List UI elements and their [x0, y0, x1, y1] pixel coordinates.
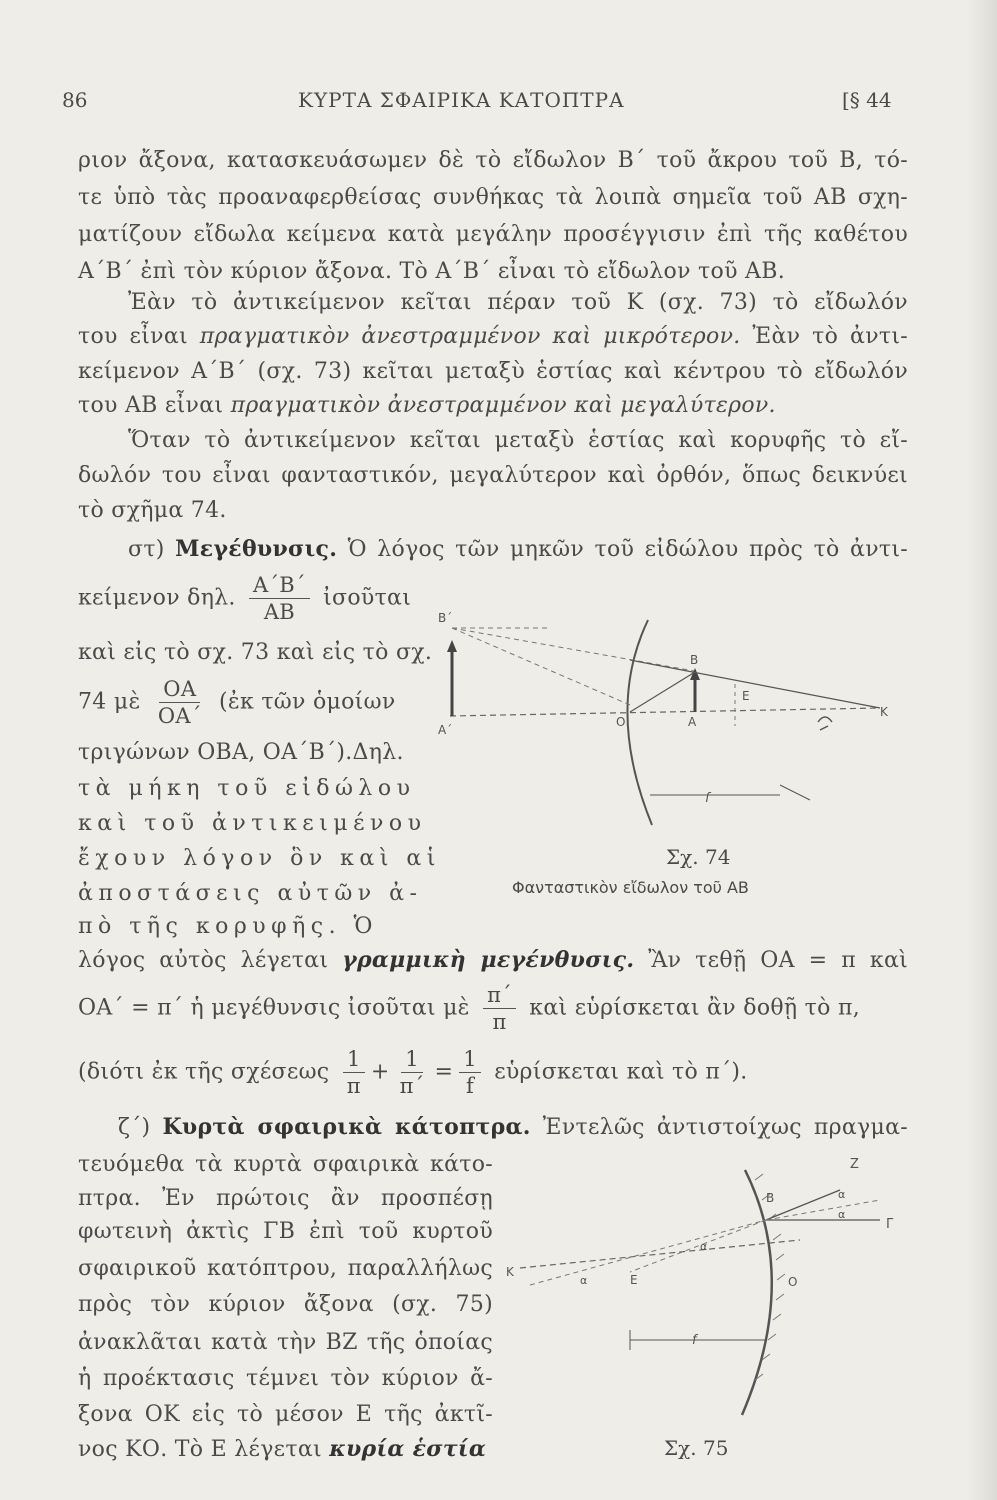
- figure-75-caption-number: Σχ. 75: [664, 1436, 729, 1460]
- label-k: Κ: [880, 705, 888, 719]
- text-line: ἀνακλᾶται κατὰ τὴν ΒΖ τῆς ὁποίας: [78, 1330, 493, 1355]
- text-line: καὶ εἰς τὸ σχ. 73 καὶ εἰς τὸ σχ.: [78, 640, 433, 665]
- label-k: Κ: [506, 1265, 514, 1279]
- text-line: ΟΑ΄ = π΄ ἡ μεγέθυνσις ἰσοῦται μὲ $\frac{\pi΄}{\pi}$ καὶ εὑρίσκεται ἂν δοθῇ τὸ π,: [78, 983, 861, 1034]
- text-line: στ) Μεγέθυνσις. Ὁ λόγος τῶν μηκῶν τοῦ εἰδώλου πρὸς τὸ ἀντι-: [128, 536, 908, 562]
- principal-axis: [450, 708, 880, 716]
- fraction: $\frac{\pi΄}{\pi}$: [483, 982, 516, 1035]
- text-line: τὸ σχῆμα 74.: [78, 498, 227, 523]
- text-line: σφαιρικοῦ κατόπτρου, παραλλήλως: [78, 1256, 493, 1281]
- text-line: τευόμεθα τὰ κυρτὰ σφαιρικὰ κάτο-: [78, 1152, 493, 1177]
- ray-extension: [630, 1220, 766, 1272]
- text-line: κείμενον δηλ. $\frac{A΄B΄}{AB}$ ἰσοῦται: [78, 573, 412, 624]
- label-alpha: α: [838, 1188, 846, 1201]
- section-reference: [§ 44: [842, 88, 892, 112]
- reflected-ray: [766, 1190, 840, 1220]
- fraction: $\frac{A΄B΄}{AB}$: [249, 572, 310, 625]
- construction-ray: [452, 628, 630, 705]
- label-b-prime: Β΄: [438, 611, 453, 625]
- label-alpha: α: [838, 1208, 846, 1221]
- dimension-tick: [780, 785, 810, 800]
- text-line: ματίζουν εἴδωλα κείμενα κατὰ μεγάλην προσέγγισιν ἐπὶ τῆς καθέτου: [78, 222, 908, 247]
- page-number: 86: [62, 88, 88, 112]
- label-a: Α: [688, 715, 697, 729]
- text-line: κείμενον Α΄Β΄ (σχ. 73) κεῖται μεταξὺ ἑστίας καὶ κέντρου τὸ εἴδωλόν: [78, 359, 908, 384]
- fraction: $\frac{OA}{OA΄}$: [157, 677, 202, 728]
- light-ray: [630, 660, 880, 708]
- fraction: $\frac{1}{f}$: [459, 1046, 481, 1099]
- image-arrowhead: [447, 640, 457, 652]
- text-line: Ὅταν τὸ ἀντικείμενον κεῖται μεταξὺ ἑστίας καὶ κορυφῆς τὸ εἴ-: [128, 428, 908, 453]
- text-line: νος ΚΟ. Τὸ Ε λέγεται κυρία ἑστία: [78, 1436, 487, 1462]
- construction-ray: [452, 628, 700, 672]
- text-line: του εἶναι πραγματικὸν ἀνεστραμμένον καὶ μικρότερον. Ἐὰν τὸ ἀντι-: [78, 324, 908, 349]
- fraction: $\frac{1}{\pi΄}$: [399, 1047, 425, 1098]
- text-line: ἔχουν λόγον ὃν καὶ αἱ: [78, 846, 441, 871]
- figure-74-caption: Φανταστικὸν εἴδωλον τοῦ ΑΒ: [512, 878, 749, 897]
- text-line: (διότι ἐκ τῆς σχέσεως $\frac{1}{\pi}$ + $\frac{1}{\pi΄}$ = $\frac{1}{f}$ εὑρίσκεται καὶ τὸ π΄).: [78, 1047, 748, 1098]
- label-f: f: [705, 791, 710, 806]
- label-alpha: α: [580, 1274, 588, 1287]
- figure-74-diagram: [430, 600, 900, 840]
- text-line: Α΄Β΄ ἐπὶ τὸν κύριον ἄξονα. Τὸ Α΄Β΄ εἶναι τὸ εἴδωλον τοῦ ΑΒ.: [78, 259, 785, 284]
- label-b: Β: [690, 653, 699, 667]
- convex-mirror-curve: [627, 620, 652, 825]
- label-e: Ε: [742, 689, 750, 703]
- text-line: δωλόν του εἶναι φανταστικόν, μεγαλύτερον καὶ ὀρθόν, ὅπως δεικνύει: [78, 463, 908, 488]
- text-line: του ΑΒ εἶναι πραγματικὸν ἀνεστραμμένον καὶ μεγαλύτερον.: [78, 393, 776, 418]
- label-o: Ο: [788, 1275, 798, 1289]
- label-o: Ο: [616, 715, 626, 729]
- light-ray: [630, 672, 695, 712]
- fraction: $\frac{1}{\pi}$: [343, 1046, 365, 1099]
- text-line: φωτεινὴ ἀκτὶς ΓΒ ἐπὶ τοῦ κυρτοῦ: [78, 1219, 493, 1244]
- text-line: ἡ προέκτασις τέμνει τὸν κύριον ἄ-: [78, 1366, 493, 1391]
- running-title: ΚΥΡΤΑ ΣΦΑΙΡΙΚΑ ΚΑΤΟΠΤΡΑ: [298, 88, 625, 112]
- eye-icon: [818, 717, 832, 730]
- text-line: τὰ μήκη τοῦ εἰδώλου: [78, 776, 416, 801]
- principal-axis: [520, 1240, 800, 1268]
- label-b: Β: [766, 1191, 775, 1205]
- text-line: 74 μὲ $\frac{OA}{OA΄}$ (ἐκ τῶν ὁμοίων: [78, 677, 396, 728]
- text-line: Ἐὰν τὸ ἀντικείμενον κεῖται πέραν τοῦ Κ (σχ. 73) τὸ εἴδωλόν: [128, 290, 908, 315]
- text-line: τε ὑπὸ τὰς προαναφερθείσας συνθήκας τὰ λοιπὰ σημεῖα τοῦ ΑΒ σχη-: [78, 185, 908, 210]
- label-e: Ε: [630, 1273, 638, 1287]
- text-line: ἀποστάσεις αὐτῶν ἀ-: [78, 881, 423, 906]
- text-line: ζ΄) Κυρτὰ σφαιρικὰ κάτοπτρα. Ἐντελῶς ἀντιστοίχως πραγμα-: [118, 1114, 908, 1140]
- page-edge-shadow: [967, 0, 997, 1500]
- text-line: ξονα ΟΚ εἰς τὸ μέσον Ε τῆς ἀκτῖ-: [78, 1402, 493, 1427]
- label-gamma: Γ: [886, 1217, 894, 1232]
- figure-75-diagram: [500, 1150, 910, 1430]
- text-line: λόγος αὐτὸς λέγεται γραμμικὴ μεγένθυσις. Ἂν τεθῇ ΟΑ = π καὶ: [78, 947, 909, 973]
- normal-line: [530, 1220, 766, 1285]
- label-alpha: α: [700, 1240, 708, 1253]
- label-z: Ζ: [850, 1157, 859, 1172]
- label-a-prime: Α΄: [438, 723, 453, 737]
- figure-74-caption-number: Σχ. 74: [666, 845, 731, 869]
- text-line: καὶ τοῦ ἀντικειμένου: [78, 811, 427, 836]
- normal-extension: [766, 1200, 880, 1220]
- text-line: πὸ τῆς κορυφῆς. Ὁ: [78, 914, 378, 939]
- text-line: τριγώνων ΟΒΑ, ΟΑ΄Β΄).Δηλ.: [78, 740, 404, 765]
- label-f: f: [692, 1333, 697, 1348]
- text-line: πρὸς τὸν κύριον ἄξονα (σχ. 75): [78, 1292, 493, 1317]
- text-line: πτρα. Ἐν πρώτοις ἂν προσπέσῃ: [78, 1186, 493, 1211]
- text-line: ριον ἄξονα, κατασκευάσωμεν δὲ τὸ εἴδωλον Β΄ τοῦ ἄκρου τοῦ Β, τό-: [78, 148, 908, 173]
